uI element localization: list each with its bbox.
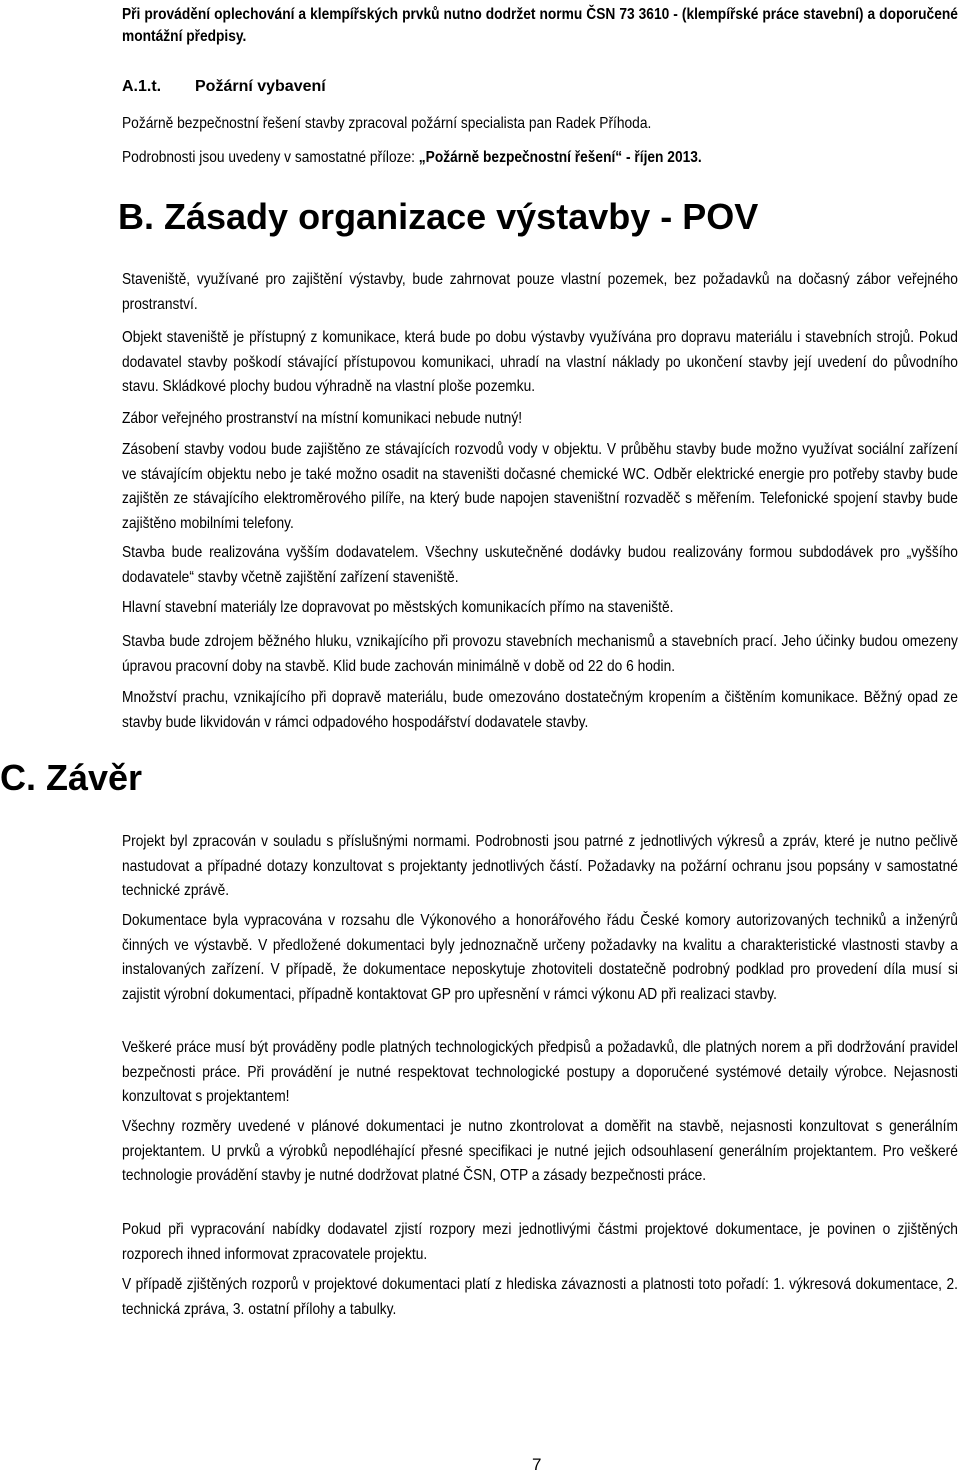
section-b-paragraph: Zásobení stavby vodou bude zajištěno ze stávajících rozvodů vody v objektu. V průběhu stavby bude možno využívat sociální zařízení ve stávajícím objektu nebo je také možno osadit na staveništi dočasné chemické WC. Odběr elektrické energie pro potřeby stavby bude zajištěn ze stávajícího elektroměrového pilíře, na který bude napojen staveništní rozvaděč s měřením. Telefonické spojení stavby bude zajištěno mobilními telefony. bbox=[122, 441, 958, 532]
section-c-paragraph: Veškeré práce musí být prováděny podle platných technologických předpisů a požadavků, dle platných norem a při dodržování pravidel bezpečnosti práce. Při provádění je nutné respektovat technologické postupy a doporučené systémové detaily výrobce. Nejasnosti konzultovat s projektantem! bbox=[122, 1039, 958, 1105]
section-b-paragraph: Stavba bude realizována vyšším dodavatelem. Všechny uskutečněné dodávky budou realizovány formou subdodávek pro „vyššího dodavatele“ stavby včetně zajištění zařízení staveniště. bbox=[122, 544, 958, 586]
section-a-number: A.1.t. bbox=[122, 78, 162, 95]
section-b-paragraph: Objekt staveniště je přístupný z komunikace, která bude po dobu výstavby využívána pro dopravu materiálu i stavebních strojů. Pokud dodavatel stavby poškodí stávající přístupovou komunikaci, uhradí na vlastní náklady po ukončení stavby její uvedení do původního stavu. Skládkové plochy budou výhradně na vlastní ploše pozemku. bbox=[122, 329, 958, 395]
section-a-p2 bbox=[122, 146, 702, 171]
section-c-paragraph: Projekt byl zpracován v souladu s příslušnými normami. Podrobnosti jsou patrné z jednotlivých výkresů a zpráv, které je nutno pečlivě nastudovat a případné dotazy konzultovat s projektanty jednotlivých částí. Požadavky na požární ochranu jsou popsány v samostatné technické zprávě. bbox=[122, 833, 958, 899]
section-a-p2-prefix: Podrobnosti jsou uvedeny v samostatné příloze: bbox=[122, 149, 419, 166]
section-c-heading: C. Závěr bbox=[0, 757, 143, 798]
section-a-p1: Požárně bezpečnostní řešení stavby zpracoval požární specialista pan Radek Příhoda. bbox=[122, 115, 652, 132]
section-b-paragraph: Staveniště, využívané pro zajištění výstavby, bude zahrnovat pouze vlastní pozemek, bez požadavků na dočasný zábor veřejného prostranství. bbox=[122, 271, 958, 313]
section-b-paragraph: Množství prachu, vznikajícího při dopravě materiálu, bude omezováno dostatečným kropením a čištěním komunikace. Běžný opad ze stavby bude likvidován v rámci odpadového hospodářství dodavatele stavby. bbox=[122, 689, 958, 731]
section-a-p2-bold: „Požárně bezpečnostní řešení“ - říjen 2013. bbox=[418, 149, 702, 166]
section-b-paragraph: Stavba bude zdrojem běžného hluku, vznikajícího při provozu stavebních mechanismů a stavebních prací. Jeho účinky budou omezeny úpravou pracovní doby na stavbě. Klid bude zachován minimálně v době od 22 do 6 hodin. bbox=[122, 633, 958, 675]
section-a-title: Požární vybavení bbox=[195, 78, 326, 95]
section-b-heading: B. Zásady organizace výstavby - POV bbox=[118, 196, 759, 237]
section-b-paragraph: Zábor veřejného prostranství na místní komunikaci nebude nutný! bbox=[122, 410, 523, 427]
section-c-paragraph: Všechny rozměry uvedené v plánové dokumentaci je nutno zkontrolovat a doměřit na stavbě, nejasnosti konzultovat s generálním projektantem. U prvků a výrobků nepodléhající přesné specifikaci je nutné jejich odsouhlasení generálním projektantem. Pro veškeré technologie provádění stavby je nutné dodržovat platné ČSN, OTP a zásady bezpečnosti práce. bbox=[122, 1118, 958, 1184]
intro-paragraph: Při provádění oplechování a klempířských prvků nutno dodržet normu ČSN 73 3610 - (klempířské práce stavební) a doporučené montážní předpisy. bbox=[122, 6, 958, 45]
section-c-paragraph: Dokumentace byla vypracována v rozsahu dle Výkonového a honorářového řádu České komory autorizovaných techniků a inženýrů činných ve výstavbě. V předložené dokumentaci byly jednoznačně určeny požadavky na kvalitu a charakteristické vlastnosti stavby a instalovaných zařízení. V případě, že dokumentace neposkytuje zhotoviteli dostatečně podrobný podklad pro provedení díla musí si zajistit výrobní dokumentaci, případně kontaktovat GP pro upřesnění v rámci výkonu AD při realizaci stavby. bbox=[122, 912, 958, 1003]
section-b-paragraph: Hlavní stavební materiály lze dopravovat po městských komunikacích přímo na staveniště. bbox=[122, 599, 674, 616]
section-c-paragraph: V případě zjištěných rozporů v projektové dokumentaci platí z hlediska závaznosti a platnosti toto pořadí: 1. výkresová dokumentace, 2. technická zpráva, 3. ostatní přílohy a tabulky. bbox=[122, 1276, 958, 1318]
page-number: 7 bbox=[532, 1455, 542, 1474]
section-c-paragraph: Pokud při vypracování nabídky dodavatel zjistí rozpory mezi jednotlivými částmi projektové dokumentace, je povinen o zjištěných rozporech ihned informovat zpracovatele projektu. bbox=[122, 1221, 958, 1263]
